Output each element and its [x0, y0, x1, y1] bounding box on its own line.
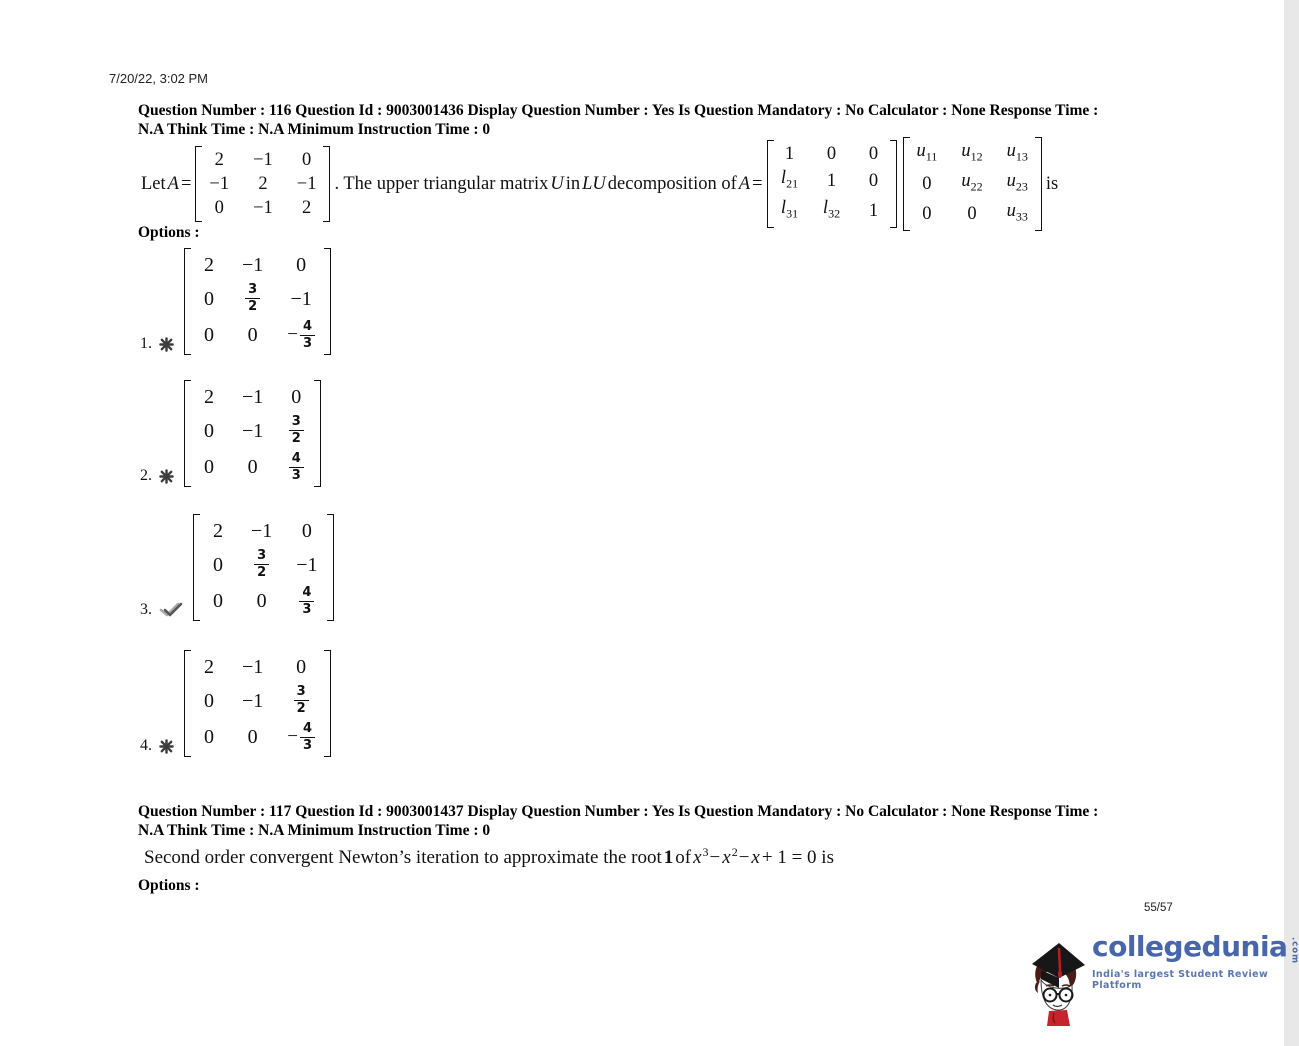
- left-bracket: [195, 146, 202, 222]
- math-operator: −: [738, 847, 750, 868]
- matrix-cell: 0: [214, 198, 224, 218]
- matrix-cell: −1: [242, 656, 264, 678]
- right-bracket: [324, 650, 331, 757]
- option-3: [140, 514, 337, 621]
- option-3-matrix: [193, 514, 334, 621]
- matrix-cell: 1: [826, 171, 837, 192]
- matrix-cell: 0: [204, 324, 214, 347]
- var-x: x: [751, 847, 760, 868]
- var-A: A: [167, 173, 179, 194]
- matrix-cell: 0: [922, 203, 932, 224]
- matrix-cell: −1: [242, 254, 264, 276]
- option-2-number: 2.: [140, 467, 152, 485]
- option-3-number: 3.: [140, 601, 152, 619]
- matrix-cell: −1: [253, 150, 273, 170]
- matrix-cell: − $\frac{4}{3}$: [287, 320, 315, 352]
- matrix-cell: $u_{33}$: [1006, 200, 1028, 224]
- var-A: A: [738, 173, 751, 194]
- option-1: [140, 248, 334, 355]
- stem-text: Second order convergent Newton’s iteration to approximate the root: [144, 847, 662, 868]
- matrix-cell: 0: [204, 456, 214, 479]
- matrix-cell: 1: [868, 200, 879, 221]
- matrix-cell: 0: [296, 254, 307, 276]
- right-bracket: [324, 248, 331, 355]
- option-4: [140, 650, 334, 757]
- left-bracket: [184, 380, 191, 487]
- left-bracket: [767, 140, 774, 227]
- options-label-q116: Options :: [138, 224, 200, 241]
- right-bracket: [327, 514, 334, 621]
- brand-tagline: India's largest Student Review Platform: [1092, 968, 1269, 991]
- matrix-cell: 2: [204, 254, 214, 276]
- matrix-cell: $u_{13}$: [1006, 141, 1028, 165]
- matrix-cell: $\frac{3}{2}$: [287, 415, 305, 447]
- matrix-cell: $l_{31}$: [780, 198, 799, 221]
- matrix-cell: −1: [296, 553, 318, 576]
- stem-text: in: [565, 173, 581, 194]
- incorrect-icon: [159, 469, 174, 487]
- matrix-cell: 2: [204, 656, 214, 678]
- exponent-2: 2: [731, 844, 738, 859]
- matrix-cell: 0: [247, 324, 258, 347]
- stem-text: of: [675, 847, 692, 868]
- question-117-header-line1: Question Number : 117 Question Id : 9003001437 Display Question Number : Yes Is Question Mandatory : No Calculator : None Response Time :: [138, 803, 1099, 820]
- stem-text: decomposition of: [607, 173, 737, 194]
- matrix-cell: 2: [214, 150, 224, 170]
- matrix-L: [767, 140, 897, 227]
- page-number: 55/57: [1144, 902, 1173, 914]
- matrix-cell: $\frac{3}{2}$: [292, 685, 310, 717]
- matrix-cell: 0: [296, 656, 307, 678]
- right-bracket: [1035, 137, 1042, 230]
- stem-text: + 1 = 0 is: [761, 847, 834, 868]
- matrix-cell: 2: [204, 386, 214, 408]
- question-116-header: [138, 102, 1168, 139]
- option-2: [140, 380, 324, 487]
- matrix-cell: − $\frac{4}{3}$: [287, 722, 315, 754]
- right-bracket: [314, 380, 321, 487]
- left-bracket: [184, 650, 191, 757]
- matrix-cell: 2: [258, 174, 268, 194]
- math-operator: −: [709, 847, 721, 868]
- matrix-cell: $\frac{3}{2}$: [253, 549, 271, 581]
- option-2-matrix: [184, 380, 321, 487]
- stem-equals: =: [752, 173, 763, 194]
- right-bracket: [323, 146, 330, 222]
- matrix-U: [903, 137, 1042, 230]
- question-117-stem: [143, 844, 835, 869]
- var-x: x: [693, 847, 702, 868]
- question-116-stem: [140, 141, 1059, 224]
- matrix-cell: −1: [242, 419, 264, 442]
- matrix-cell: 0: [826, 144, 837, 165]
- correct-icon: [159, 601, 183, 621]
- var-x: x: [722, 847, 731, 868]
- timestamp: 7/20/22, 3:02 PM: [109, 71, 209, 86]
- matrix-cell: 0: [213, 553, 223, 576]
- stem-equals: =: [180, 173, 192, 194]
- brand-wordmark: collegedunia: [1092, 930, 1288, 963]
- mascot-icon: [1026, 933, 1088, 1033]
- matrix-cell: 0: [301, 520, 312, 542]
- matrix-cell: 0: [204, 419, 214, 442]
- matrix-cell: 0: [302, 150, 312, 170]
- matrix-cell: −1: [296, 174, 317, 194]
- matrix-cell: 2: [213, 520, 223, 542]
- matrix-cell: 0: [291, 386, 302, 408]
- matrix-cell: $\frac{4}{3}$: [298, 586, 316, 618]
- matrix-cell: $l_{32}$: [822, 198, 841, 221]
- matrix-cell: −1: [242, 386, 264, 408]
- option-1-number: 1.: [140, 335, 152, 353]
- matrix-cell: 0: [247, 456, 258, 479]
- matrix-cell: 0: [868, 144, 879, 165]
- question-117-header-line2: N.A Think Time : N.A Minimum Instruction Time : 0: [138, 821, 491, 839]
- brand-suffix: .com: [1289, 937, 1299, 964]
- left-bracket: [193, 514, 200, 621]
- option-4-number: 4.: [140, 737, 152, 755]
- question-116-header-line1: Question Number : 116 Question Id : 9003001436 Display Question Number : Yes Is Question Mandatory : No Calculator : None Response Time :: [138, 102, 1099, 119]
- incorrect-icon: [159, 337, 174, 355]
- options-label-q117: Options :: [138, 877, 200, 894]
- root-value: 1: [663, 847, 674, 868]
- matrix-cell: 0: [868, 171, 879, 192]
- matrix-cell: −1: [253, 198, 273, 218]
- matrix-cell: $l_{21}$: [780, 168, 799, 191]
- matrix-cell: 1: [784, 144, 795, 165]
- collegedunia-logo: [1026, 930, 1299, 1033]
- matrix-cell: 0: [204, 287, 214, 310]
- left-bracket: [903, 137, 910, 230]
- incorrect-icon: [159, 739, 174, 757]
- matrix-cell: 0: [922, 174, 932, 194]
- matrix-cell: $u_{11}$: [916, 141, 938, 165]
- matrix-cell: −1: [290, 287, 312, 310]
- matrix-cell: 0: [204, 726, 214, 749]
- matrix-cell: 0: [204, 689, 214, 712]
- matrix-cell: $u_{12}$: [961, 141, 983, 165]
- matrix-cell: −1: [242, 689, 264, 712]
- right-bracket: [890, 140, 897, 227]
- option-1-matrix: [184, 248, 331, 355]
- matrix-cell: 0: [256, 590, 267, 613]
- var-LU: LU: [582, 173, 606, 194]
- matrix-cell: 0: [247, 726, 258, 749]
- question-116-header-line2: N.A Think Time : N.A Minimum Instruction Time : 0: [138, 120, 491, 138]
- matrix-cell: 0: [213, 590, 223, 613]
- matrix-cell: $\frac{3}{2}$: [244, 283, 262, 315]
- matrix-cell: $u_{22}$: [961, 171, 983, 194]
- left-bracket: [184, 248, 191, 355]
- question-117-header: [138, 803, 1168, 840]
- stem-text: is: [1045, 173, 1059, 194]
- var-U: U: [550, 173, 564, 194]
- exponent-3: 3: [702, 844, 709, 859]
- matrix-cell: 0: [967, 203, 977, 224]
- matrix-A: [195, 146, 330, 222]
- stem-text: Let: [141, 173, 166, 194]
- matrix-cell: $u_{23}$: [1006, 171, 1028, 194]
- matrix-cell: 2: [302, 198, 312, 218]
- matrix-cell: $\frac{4}{3}$: [287, 452, 305, 484]
- stem-text: . The upper triangular matrix: [334, 173, 549, 194]
- matrix-cell: −1: [209, 174, 230, 194]
- matrix-cell: −1: [251, 520, 273, 542]
- option-4-matrix: [184, 650, 331, 757]
